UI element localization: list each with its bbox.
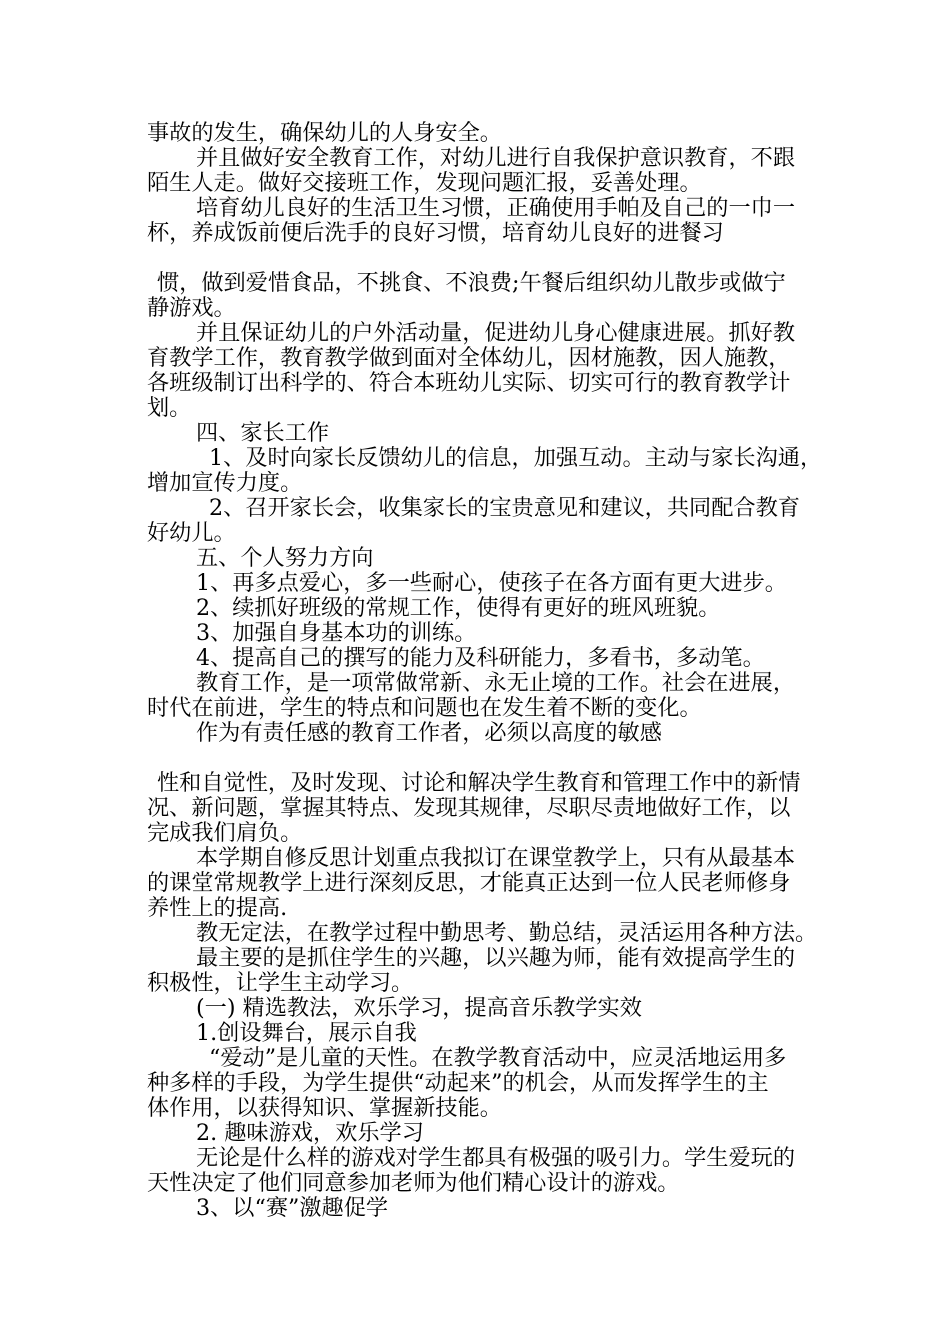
text-line: 划。	[147, 395, 192, 421]
text-line: 并且做好安全教育工作，对幼儿进行自我保护意识教育，不跟	[196, 145, 796, 171]
text-line: 好幼儿。	[147, 520, 236, 546]
subsection-heading: (一) 精选教法，欢乐学习，提高音乐教学实效	[196, 995, 642, 1021]
text-line: 1、再多点爱心，多一些耐心，使孩子在各方面有更大进步。	[196, 570, 787, 596]
text-line: 积极性，让学生主动学习。	[147, 970, 414, 996]
text-line: 况、新问题，掌握其特点、发现其规律，尽职尽责地做好工作，以	[147, 795, 791, 821]
paragraph-gap	[147, 246, 822, 271]
text-line: 1、及时向家长反馈幼儿的信息，加强互动。主动与家长沟通，	[209, 445, 823, 471]
text-line: 杯，养成饭前便后洗手的良好习惯，培育幼儿良好的进餐习	[147, 220, 724, 246]
text-line: 体作用，以获得知识、掌握新技能。	[147, 1095, 502, 1121]
subsection-heading: 2. 趣味游戏，欢乐学习	[196, 1120, 424, 1146]
text-line: 养性上的提高.	[147, 895, 288, 921]
text-line: “爱动”是儿童的天性。在教学教育活动中，应灵活地运用多	[209, 1045, 787, 1071]
text-line: 育教学工作，教育教学做到面对全体幼儿，因材施教，因人施教，	[147, 345, 791, 371]
section-heading: 四、家长工作	[196, 420, 330, 446]
text-line: 3、加强自身基本功的训练。	[196, 620, 477, 646]
text-line: 天性决定了他们同意参加老师为他们精心设计的游戏。	[147, 1170, 680, 1196]
text-line: 最主要的是抓住学生的兴趣，以兴趣为师，能有效提高学生的	[196, 945, 796, 971]
paragraph-gap	[147, 746, 822, 771]
text-line: 种多样的手段，为学生提供“动起来”的机会，从而发挥学生的主	[147, 1070, 769, 1096]
text-line: 时代在前进，学生的特点和问题也在发生着不断的变化。	[147, 695, 702, 721]
text-line: 各班级制订出科学的、符合本班幼儿实际、切实可行的教育教学计	[147, 370, 791, 396]
text-line: 教育工作，是一项常做常新、永无止境的工作。社会在进展，	[196, 670, 796, 696]
subsection-heading: 3、以“赛”激趣促学	[196, 1195, 389, 1221]
text-line: 无论是什么样的游戏对学生都具有极强的吸引力。学生爱玩的	[196, 1145, 796, 1171]
subsection-heading: 1.创设舞台，展示自我	[196, 1020, 417, 1046]
text-line: 惯，做到爱惜食品，不挑食、不浪费;午餐后组织幼儿散步或做宁	[157, 270, 786, 296]
text-line: 本学期自修反思计划重点我拟订在课堂教学上，只有从最基本	[196, 845, 796, 871]
text-line: 2、召开家长会，收集家长的宝贵意见和建议，共同配合教育	[209, 495, 800, 521]
text-line: 事故的发生，确保幼儿的人身安全。	[147, 120, 502, 146]
text-line: 陌生人走。做好交接班工作，发现问题汇报，妥善处理。	[147, 170, 702, 196]
text-line: 并且保证幼儿的户外活动量，促进幼儿身心健康进展。抓好教	[196, 320, 796, 346]
text-line: 作为有责任感的教育工作者，必须以高度的敏感	[196, 720, 662, 746]
text-line: 完成我们肩负。	[147, 820, 303, 846]
text-line: 教无定法，在教学过程中勤思考、勤总结，灵活运用各种方法。	[196, 920, 818, 946]
text-line: 的课堂常规教学上进行深刻反思，才能真正达到一位人民老师修身	[147, 870, 791, 896]
text-line: 培育幼儿良好的生活卫生习惯，正确使用手帕及自己的一巾一	[196, 195, 796, 221]
text-line: 静游戏。	[147, 295, 236, 321]
document-body	[147, 121, 822, 1221]
text-line: 2、续抓好班级的常规工作，使得有更好的班风班貌。	[196, 595, 721, 621]
text-line: 性和自觉性，及时发现、讨论和解决学生教育和管理工作中的新情	[157, 770, 801, 796]
text-line: 增加宣传力度。	[147, 470, 303, 496]
text-line: 4、提高自己的撰写的能力及科研能力，多看书，多动笔。	[196, 645, 765, 671]
section-heading: 五、个人努力方向	[196, 545, 374, 571]
